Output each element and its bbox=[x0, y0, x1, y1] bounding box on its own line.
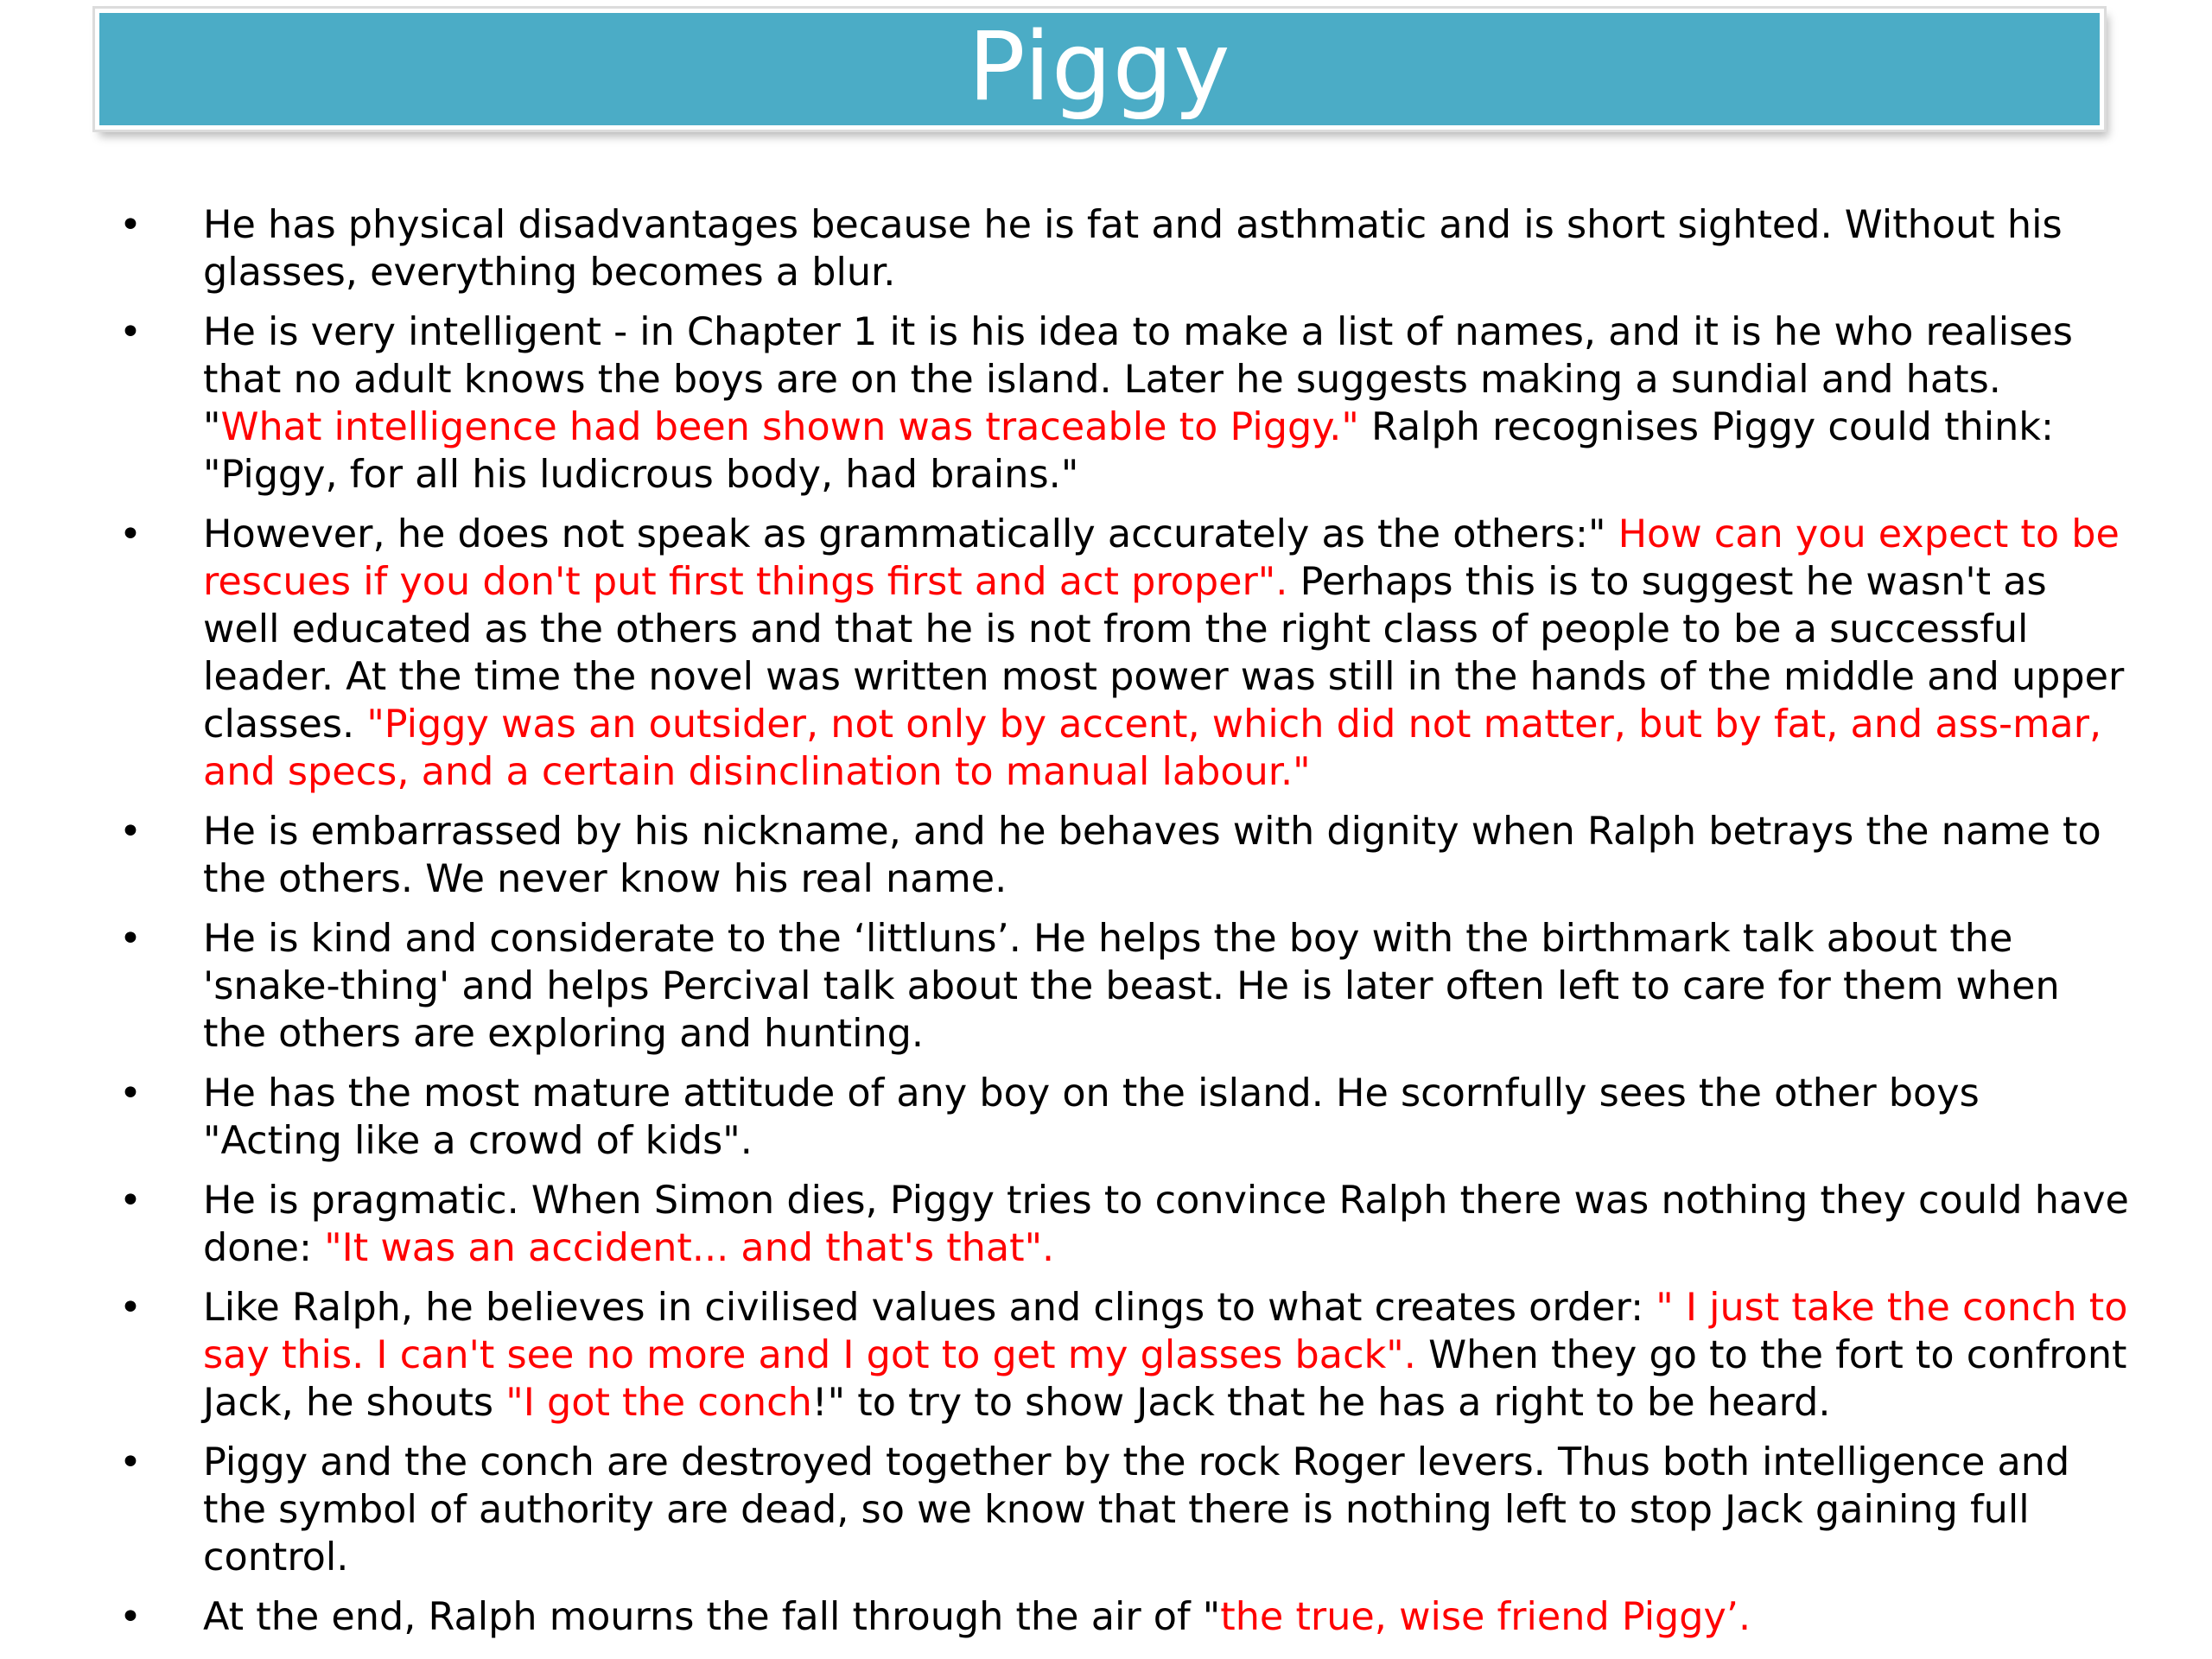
bullet-icon: • bbox=[119, 1595, 142, 1639]
bullet-icon: • bbox=[119, 810, 142, 854]
quote-text: How can you expect to be rescues if you don't put first things first and act proper". bbox=[203, 512, 2120, 604]
bullet-text: At the end, Ralph mourns the fall through the air of " bbox=[203, 1595, 1221, 1639]
bullet-item bbox=[0, 308, 2130, 499]
bullet-icon: • bbox=[119, 310, 142, 354]
bullet-text: !" to try to show Jack that he has a right to be heard. bbox=[811, 1381, 1831, 1425]
bullet-icon: • bbox=[119, 1440, 142, 1484]
bullet-text: When they go to the fort to confront Jack, he shouts bbox=[203, 1333, 2127, 1425]
bullet-text: He is embarrassed by his nickname, and he behaves with dignity when Ralph betrays the name to the others. We never know his real name. bbox=[203, 810, 2101, 901]
bullet-icon: • bbox=[119, 1179, 142, 1223]
bullet-item bbox=[0, 1284, 2130, 1427]
bullet-item bbox=[0, 1177, 2130, 1272]
bullet-item bbox=[0, 808, 2130, 903]
title-banner bbox=[95, 9, 2104, 130]
bullet-text: He has physical disadvantages because he is fat and asthmatic and is short sighted. Without his glasses, everything becomes a blur. bbox=[203, 203, 2063, 295]
quote-text: "It was an accident... and that's that". bbox=[324, 1226, 1055, 1270]
bullet-item bbox=[0, 511, 2130, 796]
bullet-icon: • bbox=[119, 1071, 142, 1116]
bullet-list bbox=[0, 201, 2212, 1653]
bullet-item bbox=[0, 915, 2130, 1058]
bullet-text: Ralph recognises Piggy could think: "Piggy, for all his ludicrous body, had brains." bbox=[203, 405, 2055, 497]
bullet-item bbox=[0, 1593, 2130, 1641]
slide-title: Piggy bbox=[968, 11, 1231, 122]
quote-text: What intelligence had been shown was traceable to Piggy." bbox=[220, 405, 1359, 449]
quote-text: " I just take the conch to say this. I can't see no more and I got to get my glasses back". bbox=[203, 1286, 2128, 1377]
bullet-text: He is kind and considerate to the ‘littluns’. He helps the boy with the birthmark talk about the 'snake-thing' and helps Percival talk about the beast. He is later often left to care for them when the others are exploring and hunting. bbox=[203, 917, 2060, 1056]
bullet-icon: • bbox=[119, 203, 142, 247]
bullet-item bbox=[0, 1070, 2130, 1165]
quote-text: "I got the conch bbox=[505, 1381, 812, 1425]
bullet-item bbox=[0, 201, 2130, 296]
bullet-text: He is very intelligent - in Chapter 1 it is his idea to make a list of names, and it is he who realises that no adult knows the boys are on the island. Later he suggests making a sundial and hats. " bbox=[203, 310, 2073, 449]
bullet-text: Like Ralph, he believes in civilised values and clings to what creates order: bbox=[203, 1286, 1656, 1330]
bullet-text: He has the most mature attitude of any boy on the island. He scornfully sees the other boys "Acting like a crowd of kids". bbox=[203, 1071, 1980, 1163]
bullet-text: However, he does not speak as grammatically accurately as the others:" bbox=[203, 512, 1618, 556]
bullet-text: Piggy and the conch are destroyed together by the rock Roger levers. Thus both intelligence and the symbol of authority are dead, so we know that there is nothing left to stop Jack gaining full control. bbox=[203, 1440, 2070, 1580]
bullet-item bbox=[0, 1439, 2130, 1581]
quote-text: "Piggy was an outsider, not only by accent, which did not matter, but by fat, and ass-mar, and specs, and a certain disinclination to manual labour." bbox=[203, 702, 2102, 794]
quote-text: the true, wise friend Piggy’. bbox=[1220, 1595, 1751, 1639]
bullet-text: Perhaps this is to suggest he wasn't as well educated as the others and that he is not from the right class of people to be a successful leader. At the time the novel was written most power was still in the hands of the middle and upper classes. bbox=[203, 560, 2125, 747]
bullet-icon: • bbox=[119, 1286, 142, 1330]
bullet-text: He is pragmatic. When Simon dies, Piggy tries to convince Ralph there was nothing they could have done: bbox=[203, 1179, 2129, 1270]
bullet-icon: • bbox=[119, 512, 142, 556]
bullet-icon: • bbox=[119, 917, 142, 961]
